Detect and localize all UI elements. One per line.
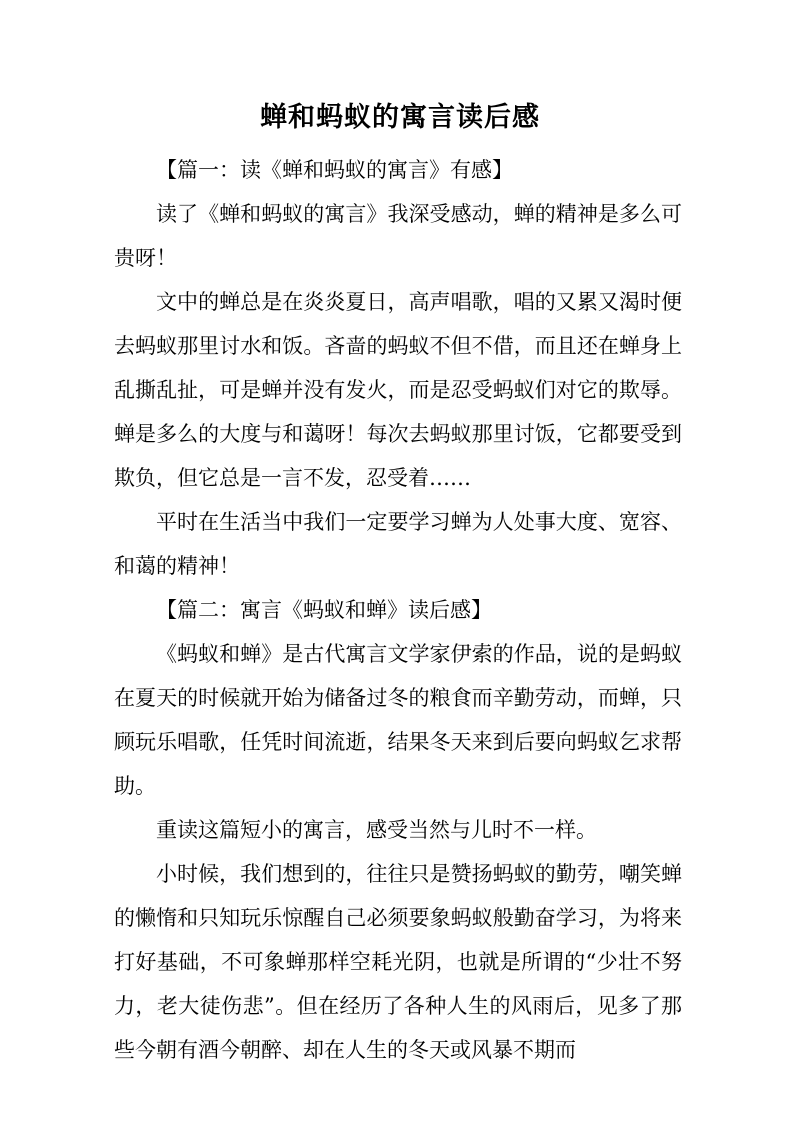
paragraph: 平时在生活当中我们一定要学习蝉为人处事大度、宽容、和蔼的精神！ xyxy=(114,510,682,578)
document-title: 蝉和蚂蚁的寓言读后感 xyxy=(260,102,540,133)
document-body xyxy=(114,148,682,1072)
section-heading-1: 【篇一：读《蝉和蚂蚁的寓言》有感】 xyxy=(156,158,513,182)
paragraph: 重读这篇短小的寓言，感受当然与儿时不一样。 xyxy=(156,818,597,842)
paragraph: 读了《蝉和蚂蚁的寓言》我深受感动，蝉的精神是多么可贵呀！ xyxy=(114,202,682,270)
paragraph: 文中的蝉总是在炎炎夏日，高声唱歌，唱的又累又渴时便去蚂蚁那里讨水和饭。吝啬的蚂蚁不但不借，而且还在蝉身上乱撕乱扯，可是蝉并没有发火，而是忍受蚂蚁们对它的欺辱。蝉是多么的大度与和蔼呀！每次去蚂蚁那里讨饭，它都要受到欺负，但它总是一言不发，忍受着…… xyxy=(114,290,682,490)
paragraph: 《蚂蚁和蝉》是古代寓言文学家伊索的作品，说的是蚂蚁在夏天的时候就开始为储备过冬的粮食而辛勤劳动，而蝉，只顾玩乐唱歌，任凭时间流逝，结果冬天来到后要向蚂蚁乞求帮助。 xyxy=(114,642,682,798)
paragraph: 小时候，我们想到的，往往只是赞扬蚂蚁的勤劳，嘲笑蝉的懒惰和只知玩乐惊醒自己必须要象蚂蚁般勤奋学习，为将来打好基础，不可象蝉那样空耗光阴，也就是所谓的“少壮不努力，老大徒伤悲”。但在经历了各种人生的风雨后，见多了那些今朝有酒今朝醉、却在人生的冬天或风暴不期而 xyxy=(114,862,682,1062)
section-heading-2: 【篇二：寓言《蚂蚁和蝉》读后感】 xyxy=(156,598,492,622)
